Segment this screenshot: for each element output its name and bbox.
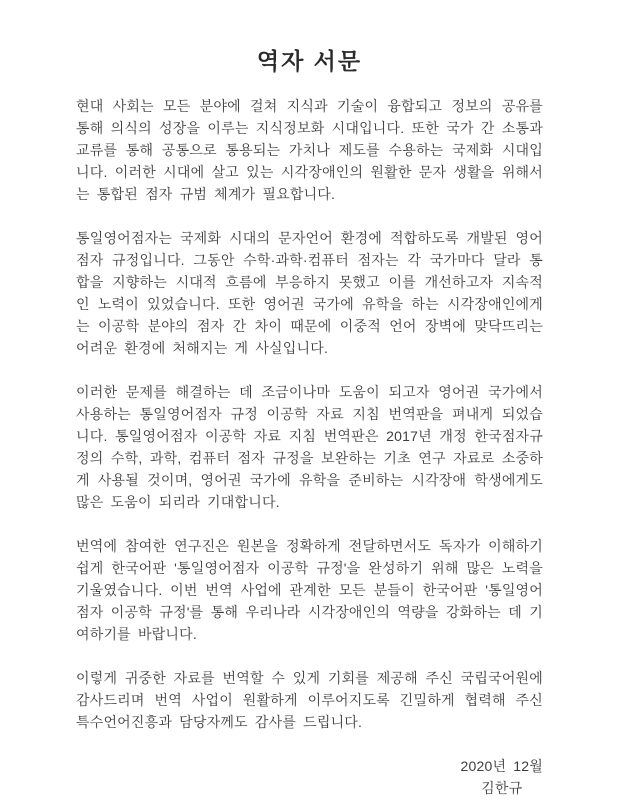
preface-paragraph-2: 통일영어점자는 국제화 시대의 문자언어 환경에 적합하도록 개발된 영어점자 규정입니다. 그동안 수학·과학·컴퓨터 점자는 각 국가마다 달라 통합을 지향하는 시대적 흐름에 부응하지 못했고 이를 개선하고자 지속적인 노력이 있었습니다. 또한 영어권 국가에 유학을 하는 시각장애인에게는 이공학 분야의 점자 간 차이 때문에 이중적 언어 장벽에 맞닥뜨리는 어려운 환경에 처해지는 게 사실입니다. bbox=[76, 230, 543, 356]
signature-inner bbox=[461, 755, 543, 799]
signature-block bbox=[76, 755, 543, 799]
signature-name: 김한규 bbox=[481, 780, 523, 796]
preface-paragraph-4: 번역에 참여한 연구진은 원본을 정확하게 전달하면서도 독자가 이해하기 쉽게 한국어판 '통일영어점자 이공학 규정'을 완성하기 위해 많은 노력을 기울였습니다. 이번 번역 사업에 관계한 모든 분들이 한국어판 '통일영어점자 이공학 규정'를 통해 우리나라 시각장애인의 역량을 강화하는 데 기여하기를 바랍니다. bbox=[76, 538, 543, 642]
document-title: 역자 서문 bbox=[256, 48, 363, 74]
signature-date: 2020년 12월 bbox=[460, 758, 543, 774]
preface-paragraph-3: 이러한 문제를 해결하는 데 조금이나마 도움이 되고자 영어권 국가에서 사용하는 통일영어점자 규정 이공학 자료 지침 번역판을 펴내게 되었습니다. 통일영어점자 이공학 자료 지침 번역판은 2017년 개정 한국점자규정의 수학, 과학, 컴퓨터 점자 규정을 보완하는 기초 연구 자료로 소중하게 사용될 것이며, 영어권 국가에 유학을 준비하는 시각장애 학생에게도 많은 도움이 되리라 기대합니다. bbox=[76, 384, 543, 510]
preface-paragraph-5: 이렇게 귀중한 자료를 번역할 수 있게 기회를 제공해 주신 국립국어원에 감사드리며 번역 사업이 원활하게 이루어지도록 긴밀하게 협력해 주신 특수언어진흥과 담당자께도 감사를 드립니다. bbox=[76, 670, 543, 730]
preface-paragraph-1: 현대 사회는 모든 분야에 걸쳐 지식과 기술이 융합되고 정보의 공유를 통해 의식의 성장을 이루는 지식정보화 시대입니다. 또한 국가 간 소통과 교류를 통해 공통으로 통용되는 가치나 제도를 수용하는 국제화 시대입니다. 이러한 시대에 살고 있는 시각장애인의 원활한 문자 생활을 위해서는 통합된 점자 규범 체계가 필요합니다. bbox=[76, 98, 543, 202]
